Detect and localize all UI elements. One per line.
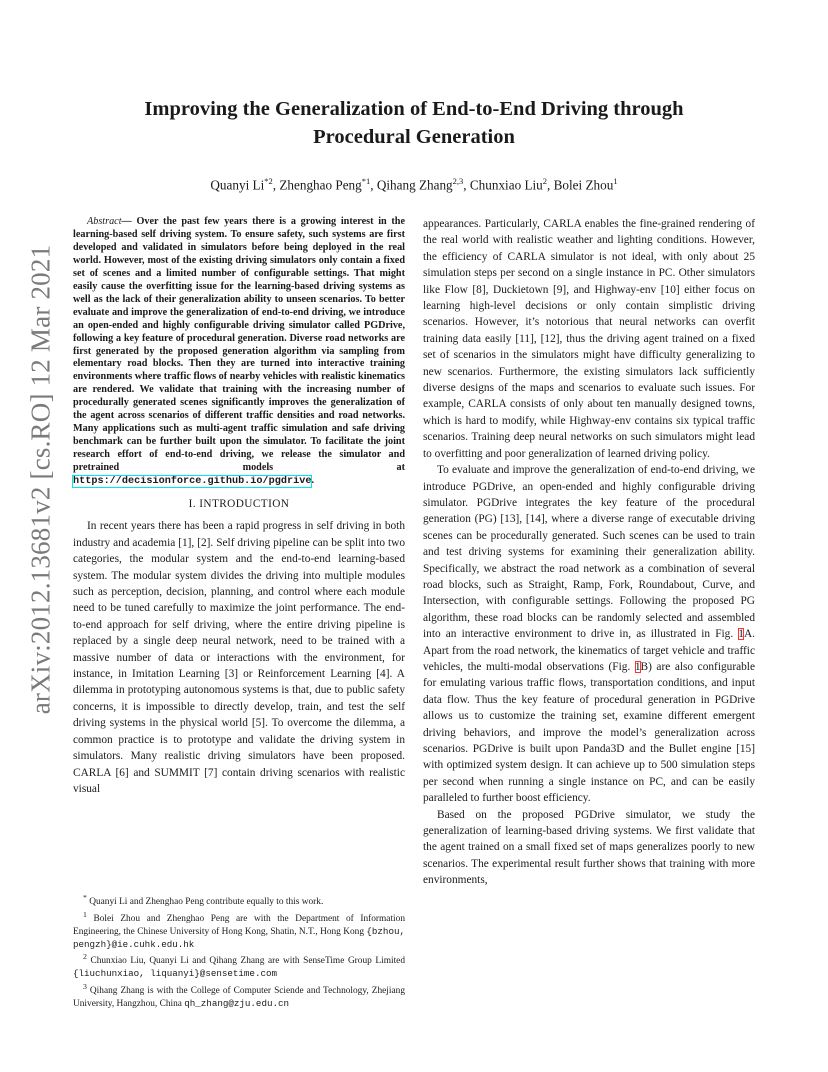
body-text: B) are also configurable for emulating various traffic flows, transportation conditions, and input data flow. Thus the key feature of procedural generation in PGDrive allows us to customize the training set, examine different emergent driving behaviors, and improve the model’s generalization across scenarios. PGDrive is built upon Panda3D and the Bullet engine [15] with optimized system design. It can achieve up to 500 simulation steps per second when running a single instance on PC, and can be easily paralleled to further boost efficiency.: [423, 660, 755, 805]
footnotes: [73, 892, 405, 1011]
author-affiliation-mark: 2: [542, 176, 548, 186]
footnote: [73, 909, 405, 952]
footnote-text: Quanyi Li and Zhenghao Peng contribute equally to this work.: [86, 897, 324, 908]
figure-reference-link[interactable]: 1: [634, 660, 641, 673]
paper-title: [110, 95, 718, 151]
footnote-text: Bolei Zhou and Zhenghao Peng are with the Department of Information Engineering, the Chinese University of Hong Kong, Shatin, N.T., Hong Kong: [73, 914, 405, 937]
figure-reference-link[interactable]: 1: [738, 628, 744, 641]
project-url-link[interactable]: https://decisionforce.github.io/pgdrive: [73, 476, 312, 488]
title-line-2: Procedural Generation: [313, 126, 515, 148]
author-separator: ,: [463, 177, 470, 193]
title-line-1: Improving the Generalization of End-to-End Driving through: [144, 98, 684, 120]
arxiv-identifier-stamp: [24, 244, 58, 714]
arxiv-identifier-text: arXiv:2012.13681v2 [cs.RO] 12 Mar 2021: [25, 244, 56, 714]
footnote-email: {bzhou, pengzh}@ie.cuhk.edu.hk: [73, 925, 405, 950]
author-affiliation-mark: *1: [361, 176, 371, 186]
author-separator: ,: [547, 177, 554, 193]
author-affiliation-mark: 2,3: [452, 176, 464, 186]
author-name: Zhenghao Peng: [279, 177, 362, 193]
footnote-email: qh_zhang@zju.edu.cn: [184, 998, 290, 1010]
footnote-text: Qihang Zhang is with the College of Computer Sciende and Technology, Zhejiang University, Hangzhou, China: [73, 986, 405, 1010]
left-column: [73, 216, 405, 797]
author-separator: ,: [272, 177, 280, 193]
author-name: Quanyi Li: [210, 177, 265, 193]
body-paragraph: Based on the proposed PGDrive simulator, we study the generalization of learning-based driving systems. We first validate that the agent trained on a small fixed set of maps generalizes poorly to new scenarios. The experimental result further shows that training with more environments,: [423, 808, 755, 887]
footnote-mark: *: [83, 893, 87, 902]
author-name: Chunxiao Liu: [469, 177, 543, 193]
author-name: Bolei Zhou: [553, 177, 614, 193]
body-text: To evaluate and improve the generalization of end-to-end driving, we introduce PGDrive, an open-ended and highly configurable driving simulator. PGDrive integrates the key feature of the procedural generation (PG) [13], [14], where a diverse range of executable driving scenes can be procedurally generated. Such scenes can be used to train and test driving systems for examining their generalization ability. Specifically, we abstract the road network as a combination of several road blocks, such as Straight, Ramp, Fork, Roundabout, Curve, and Intersection, with configurable settings. Following the proposed PG algorithm, these road blocks can be randomly selected and assembled into an interactive environment to drive in, as illustrated in Fig.: [423, 464, 755, 641]
abstract-label: Abstract: [87, 216, 122, 227]
abstract-end: .: [311, 475, 314, 487]
footnote-text: Chunxiao Liu, Quanyi Li and Qihang Zhang are with SenseTime Group Limited: [86, 956, 405, 967]
footnote-email: {liuchunxiao, liquanyi}@sensetime.com: [73, 968, 277, 980]
abstract: [73, 216, 405, 489]
footnote: [73, 981, 405, 1011]
author-separator: ,: [370, 177, 377, 193]
abstract-text: — Over the past few years there is a growing interest in the learning-based self driving system. To ensure safety, such systems are first developed and validated in simulators before being deployed in the real world. However, most of the existing driving simulators only contain a fixed set of scenes and a limited number of configurable settings. That might easily cause the overfitting issue for the learning-based driving systems as well as the lack of their generalization ability to unseen scenarios. To better evaluate and improve the generalization of end-to-end driving, we introduce an open-ended and highly configurable driving simulator called PGDrive, following a key feature of procedural generation. Diverse road networks are first generated by the proposed generation algorithm via sampling from elementary road blocks. Then they are turned into interactive training environments where traffic flows of nearby vehicles with realistic kinematics are rendered. We validate that training with the increasing number of procedurally generated scenes significantly improves the generalization of the agent across scenarios of different traffic densities and road networks. Many applications such as multi-agent traffic simulation and safe driving benchmark can be further built upon the simulator. To facilitate the joint research effort of end-to-end driving, we release the simulator and pretrained models at: [73, 216, 405, 474]
footnote-mark: 2: [83, 952, 87, 962]
intro-paragraph: In recent years there has been a rapid progress in self driving in both industry and academia [1], [2]. Self driving pipeline can be split into two categories, the modular system and the end-to-end learning-based system. The modular system divides the driving into multiple modules such as perception, decision, planning, and control where each module need to be tuned carefully to maximize the joint performance. The end-to-end approach for self driving, where the entire driving pipeline is replaced by a single deep neural network, need to be trained with a massive number of data or interactions with the environment, for instance, in Imitation Learning [3] or Reinforcement Learning [4]. A dilemma in prototyping autonomous systems is that, due to public safety concerns, it is impossible to directly develop, train, and test the self driving systems in the physical world [5]. To overcome the dilemma, a common practice is to prototype and validate the driving system in simulators. Many realistic driving simulators have been proposed. CARLA [6] and SUMMIT [7] contain driving scenarios with realistic visual: [73, 520, 405, 795]
body-paragraph: appearances. Particularly, CARLA enables the fine-grained rendering of the real world with realistic weather and lighting conditions. However, the efficiency of CARLA simulator is not ideal, with only about 25 simulation steps per second on a single instance in PC. Other simulators like Flow [8], Duckietown [9], and Highway-env [10] either focus on learning high-level decisions or only contain simplistic driving scenarios. However, it’s notorious that neural networks can overfit training data easily [11], [12], thus the driving agent trained on a fixed set of scenarios in the simulators might have difficulty generalizing to new scenarios. Furthermore, the existing simulators lack sufficiently diverse designs of the maps and scenarios to evaluate such issues. For example, CARLA consists of only about ten manually designed towns, which is hard to modify, while Highway-env contains six typical traffic scenarios. Training deep neural networks on such simulators might lead to overfitting and poor generalization of learned driving policy.: [423, 218, 755, 460]
author-affiliation-mark: 1: [613, 176, 618, 186]
right-column: [423, 216, 755, 889]
body-text: A. Apart from the road network, the kinematics of target vehicle and traffic vehicles, the multi-modal observations (Fig.: [423, 628, 755, 673]
section-heading-introduction: I. INTRODUCTION: [188, 498, 290, 511]
footnote: [73, 892, 405, 909]
author-name: Qihang Zhang: [376, 177, 453, 193]
footnote-mark: 3: [83, 982, 87, 992]
body-paragraph: [423, 462, 755, 807]
author-affiliation-mark: *2: [264, 176, 273, 186]
author-list: [100, 172, 728, 194]
footnote-mark: 1: [83, 909, 87, 919]
footnote: [73, 951, 405, 981]
